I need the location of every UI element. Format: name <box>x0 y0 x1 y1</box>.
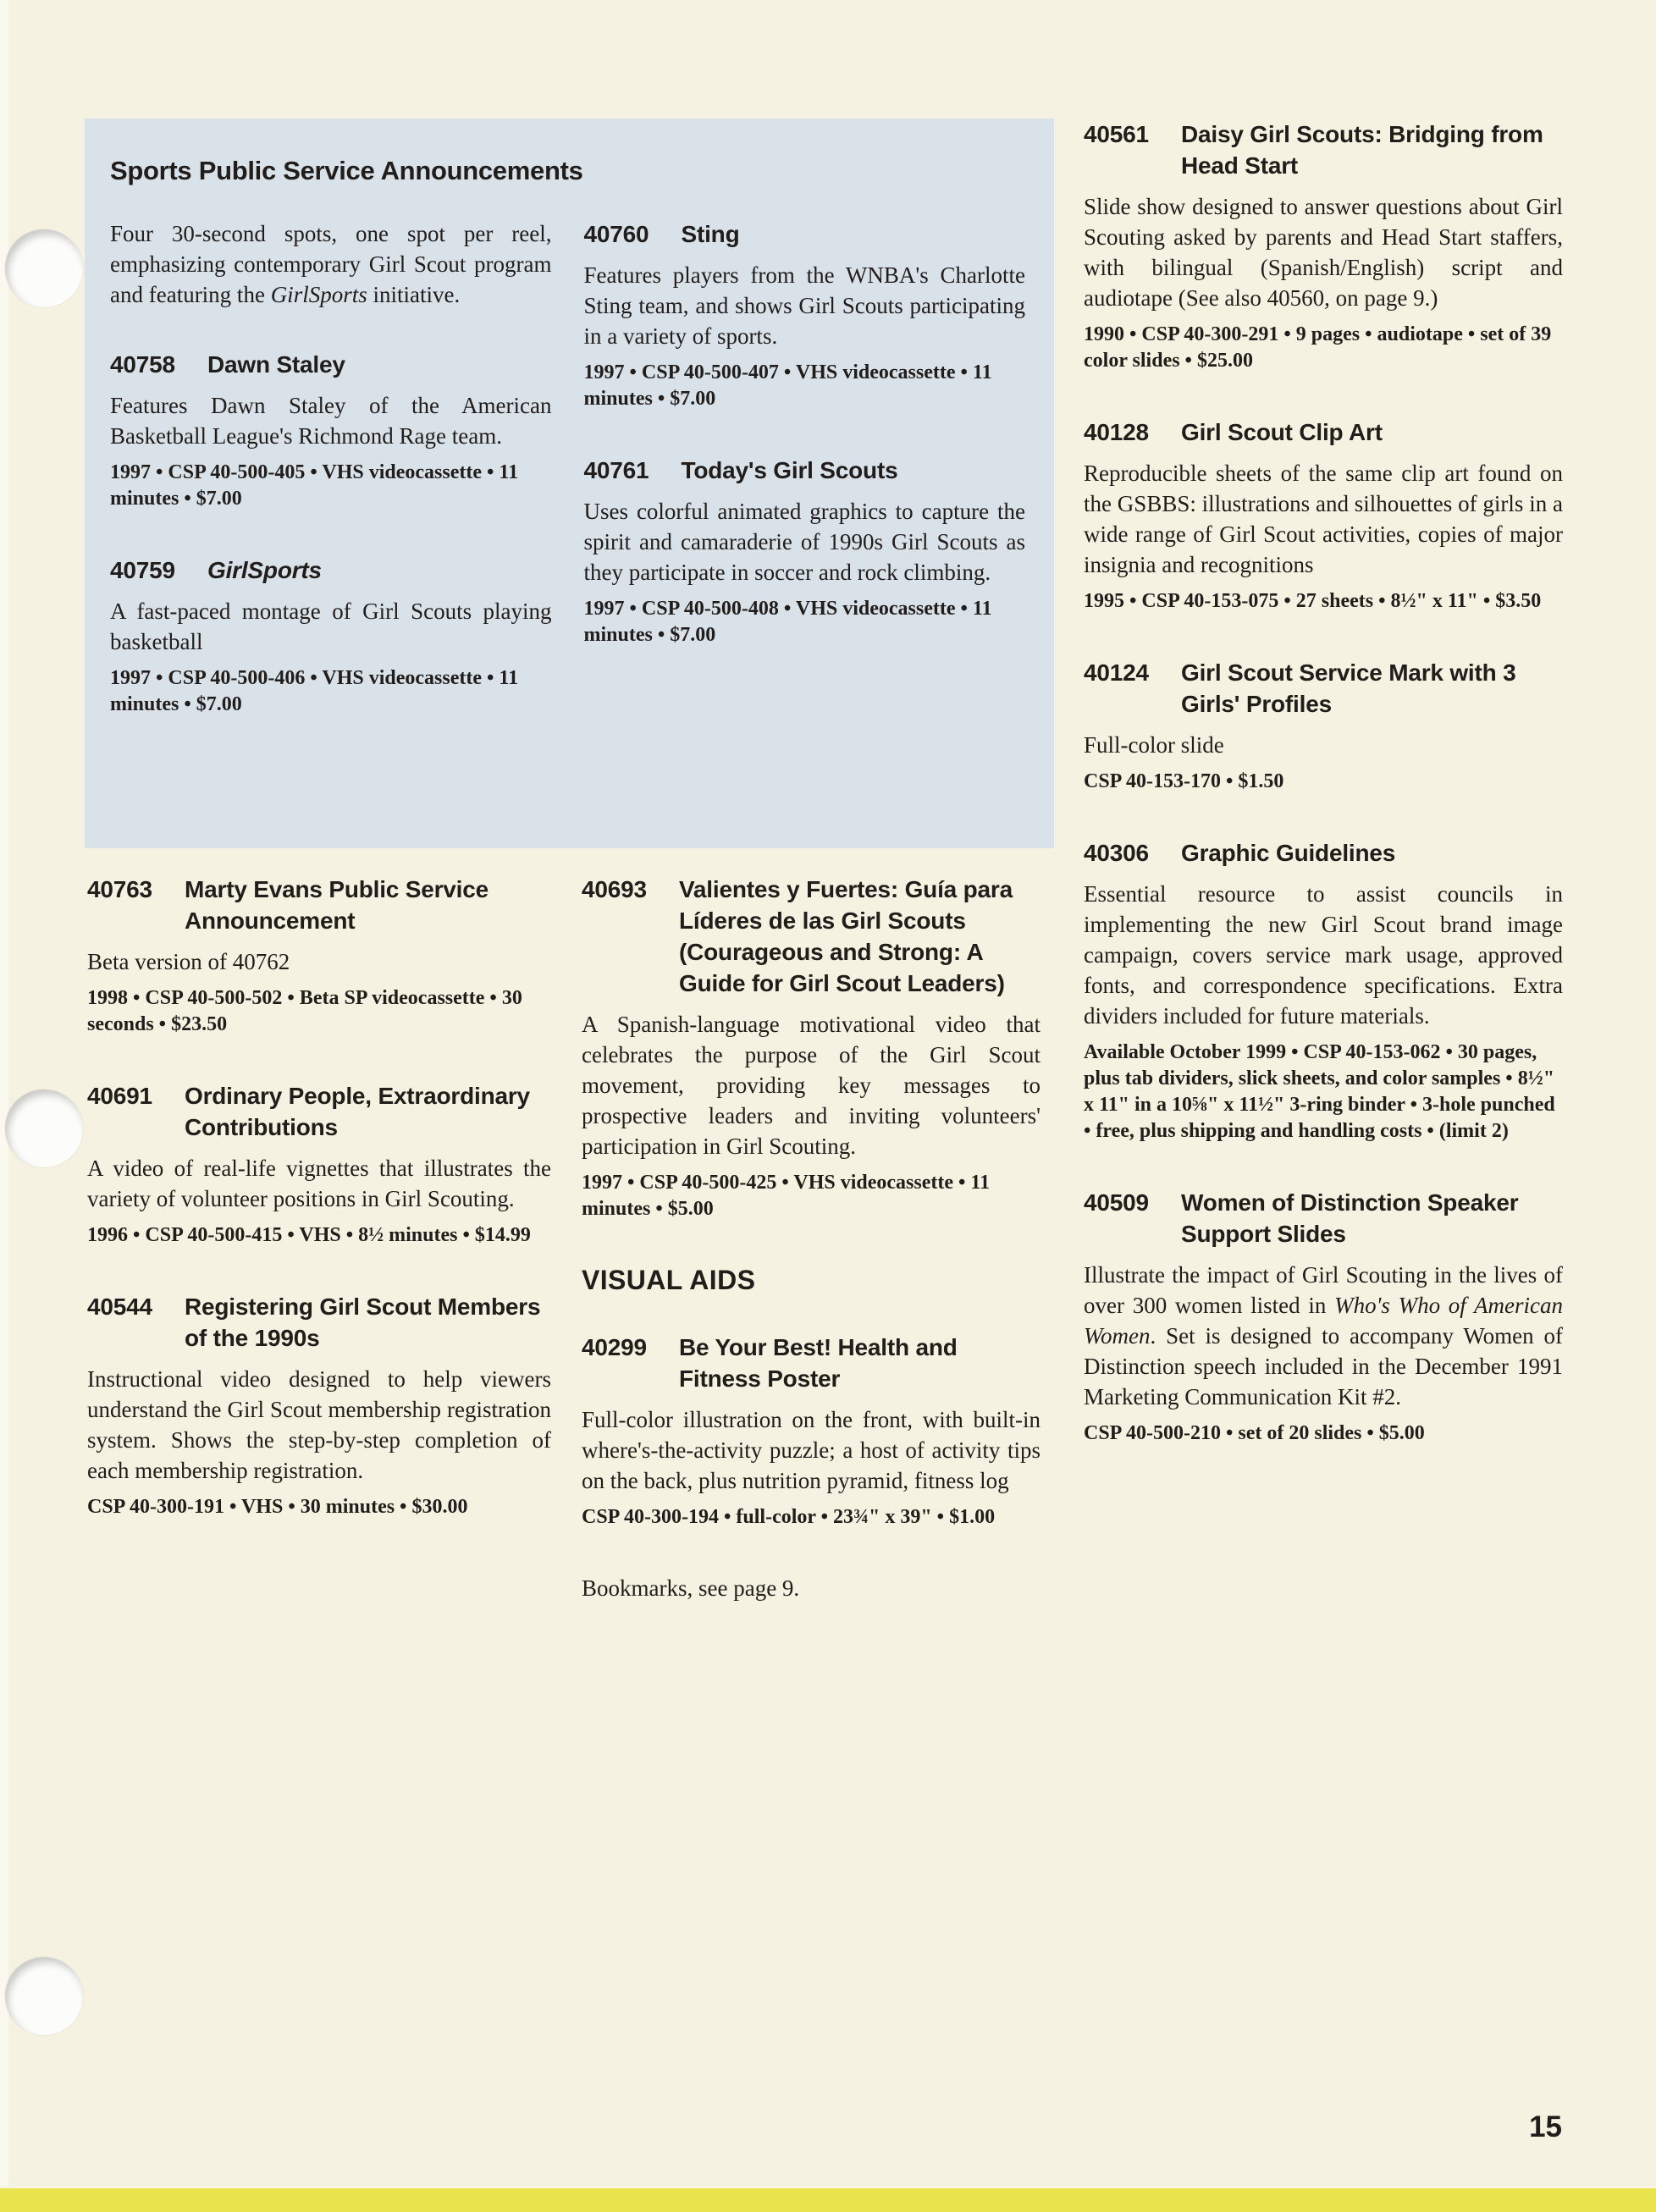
product-code: 40691 <box>87 1083 152 1109</box>
entry-40299 <box>582 1332 1041 1531</box>
product-title: Daisy Girl Scouts: Bridging from Head Start <box>1181 121 1543 179</box>
product-description <box>87 946 551 977</box>
product-code: 40760 <box>583 221 649 247</box>
product-title: Women of Distinction Speaker Support Slides <box>1181 1189 1519 1247</box>
column-middle <box>582 874 1041 1603</box>
product-description <box>584 260 1026 351</box>
entry-heading <box>582 1332 1041 1394</box>
column-left <box>87 874 551 1563</box>
text-segment: A fast-paced montage of Girl Scouts playing basketball <box>110 599 552 654</box>
text-segment: Full-color slide <box>1084 732 1224 758</box>
entry-heading <box>1084 657 1563 720</box>
text-segment: A Spanish-language motivational video that celebrates the purpose of the Girl Scout movement, providing key messages to prospective leaders and inviting volunteers' participation in Girl Scouting. <box>582 1012 1041 1159</box>
text-segment: Beta version of 40762 <box>87 949 290 974</box>
entry-heading <box>582 874 1041 999</box>
text-segment: Slide show designed to answer questions about Girl Scouting asked by parents and Head Start staffers, with bilingual (Spanish/English) script and audiotape (See also 40560, on page 9.) <box>1084 194 1563 311</box>
entry-40306 <box>1084 837 1563 1145</box>
product-code: 40124 <box>1084 659 1149 686</box>
cross-reference-note: Bookmarks, see page 9. <box>582 1575 800 1601</box>
product-description <box>110 596 552 657</box>
entry-40758 <box>110 349 552 512</box>
section-heading: VISUAL AIDS <box>582 1265 756 1295</box>
product-code: 40299 <box>582 1334 647 1360</box>
entry-40124 <box>1084 657 1563 795</box>
text-segment: Instructional video designed to help viewers understand the Girl Scout membership registration system. Shows the step-by-step completion of each membership registration. <box>87 1366 551 1483</box>
product-description <box>1084 191 1563 313</box>
product-specs: 1997 • CSP 40-500-405 • VHS videocassette • 11 minutes • $7.00 <box>110 461 519 510</box>
product-title: Dawn Staley <box>207 351 345 378</box>
product-description <box>110 390 552 451</box>
product-title: Registering Girl Scout Members of the 1990s <box>185 1294 541 1351</box>
product-description <box>582 1009 1041 1161</box>
entry-heading <box>1084 1187 1563 1249</box>
product-title: Today's Girl Scouts <box>681 457 898 483</box>
product-description <box>1084 730 1563 760</box>
entry-heading <box>110 554 552 586</box>
product-description <box>1084 1260 1563 1412</box>
product-specs: 1998 • CSP 40-500-502 • Beta SP videocassette • 30 seconds • $23.50 <box>87 987 522 1035</box>
text-segment: Features players from the WNBA's Charlotte Sting team, and shows Girl Scouts participating in a variety of sports. <box>583 262 1025 349</box>
product-description <box>1084 879 1563 1031</box>
product-specs: CSP 40-153-170 • $1.50 <box>1084 770 1284 792</box>
entry-heading <box>1084 119 1563 181</box>
text-segment: Essential resource to assist councils in implementing the new Girl Scout brand image campaign, covers service mark usage, approved fonts, and correspondence specifications. Extra dividers included for future materials. <box>1084 881 1563 1029</box>
entry-40691 <box>87 1080 551 1249</box>
product-specs: 1997 • CSP 40-500-407 • VHS videocassette • 11 minutes • $7.00 <box>583 361 992 410</box>
text-segment: A video of real-life vignettes that illustrates the variety of volunteer positions in Girl Scouting. <box>87 1156 551 1211</box>
product-code: 40759 <box>110 557 175 583</box>
entry-40759 <box>110 554 552 718</box>
text-segment: . Set is designed to accompany Women of Distinction speech included in the December 1991 Marketing Communication Kit #2. <box>1084 1323 1563 1409</box>
product-specs: 1997 • CSP 40-500-406 • VHS videocassette • 11 minutes • $7.00 <box>110 667 519 715</box>
product-title: Marty Evans Public Service Announcement <box>185 876 489 934</box>
entry-40561 <box>1084 119 1563 374</box>
product-code: 40693 <box>582 876 647 902</box>
product-code: 40561 <box>1084 121 1149 147</box>
product-title: Ordinary People, Extraordinary Contributions <box>185 1083 530 1140</box>
sports-section-columns <box>110 218 1025 760</box>
product-specs: 1996 • CSP 40-500-415 • VHS • 8½ minutes • $14.99 <box>87 1224 531 1246</box>
entry-40761 <box>584 455 1026 648</box>
product-title: Graphic Guidelines <box>1181 840 1396 866</box>
text-segment: Four 30-second spots, one spot per reel, emphasizing contemporary Girl Scout program and featuring the <box>110 221 552 307</box>
product-code: 40763 <box>87 876 152 902</box>
entry-heading <box>87 1080 551 1143</box>
product-specs: CSP 40-300-191 • VHS • 30 minutes • $30.00 <box>87 1496 468 1518</box>
scan-edge <box>0 0 8 2212</box>
entry-heading <box>1084 837 1563 869</box>
product-code: 40509 <box>1084 1189 1149 1216</box>
sports-column-right <box>584 218 1026 760</box>
entry-heading <box>87 1291 551 1354</box>
binder-hole-punch <box>5 1089 83 1167</box>
sports-column-left <box>110 218 552 760</box>
product-code: 40758 <box>110 351 175 378</box>
product-specs: CSP 40-300-194 • full-color • 23¾" x 39" • $1.00 <box>582 1506 996 1528</box>
product-specs: 1990 • CSP 40-300-291 • 9 pages • audiotape • set of 39 color slides • $25.00 <box>1084 323 1552 372</box>
entry-heading <box>110 349 552 380</box>
italic-text: Who's Who of American Women <box>1084 1293 1563 1349</box>
sports-section-intro <box>110 218 552 310</box>
product-title: Girl Scout Service Mark with 3 Girls' Profiles <box>1181 659 1516 717</box>
product-code: 40306 <box>1084 840 1149 866</box>
product-title: GirlSports <box>207 557 322 583</box>
page-number: 15 <box>1529 2110 1562 2143</box>
entry-40760 <box>584 218 1026 412</box>
entry-heading <box>1084 416 1563 448</box>
product-specs: CSP 40-500-210 • set of 20 slides • $5.00 <box>1084 1422 1425 1444</box>
entry-40128 <box>1084 416 1563 615</box>
product-description <box>1084 458 1563 580</box>
product-description <box>87 1153 551 1214</box>
product-description <box>584 496 1026 587</box>
product-specs: 1997 • CSP 40-500-408 • VHS videocassette • 11 minutes • $7.00 <box>583 598 992 646</box>
binder-hole-punch <box>5 229 83 307</box>
italic-text: GirlSports <box>270 282 367 307</box>
product-specs: 1995 • CSP 40-153-075 • 27 sheets • 8½" x 11" • $3.50 <box>1084 590 1542 612</box>
entry-40509 <box>1084 1187 1563 1447</box>
entry-heading <box>87 874 551 936</box>
product-title: Sting <box>681 221 740 247</box>
product-specs: Available October 1999 • CSP 40-153-062 • 30 pages, plus tab dividers, slick sheets, and color samples • 8½" x 11" in a 10⅝" x 11½" 3-ring binder • 3-hole punched • free, plus shipping and handling costs • (limit 2) <box>1084 1041 1555 1142</box>
next-page-edge <box>0 2188 1656 2212</box>
text-segment: Features Dawn Staley of the American Basketball League's Richmond Rage team. <box>110 393 552 449</box>
text-segment: Uses colorful animated graphics to capture the spirit and camaraderie of 1990s Girl Scouts as they participate in soccer and rock climbing. <box>583 499 1025 585</box>
product-code: 40544 <box>87 1294 152 1320</box>
product-title: Girl Scout Clip Art <box>1181 419 1383 445</box>
product-specs: 1997 • CSP 40-500-425 • VHS videocassette • 11 minutes • $5.00 <box>582 1172 991 1220</box>
entry-40693 <box>582 874 1041 1222</box>
entry-40763 <box>87 874 551 1038</box>
text-segment: initiative. <box>367 282 461 307</box>
entry-40544 <box>87 1291 551 1520</box>
entry-heading <box>584 455 1026 486</box>
product-description <box>582 1404 1041 1496</box>
sports-psa-section <box>85 119 1054 848</box>
product-description <box>87 1364 551 1486</box>
sports-section-title: Sports Public Service Announcements <box>110 156 583 185</box>
text-segment: Illustrate the impact of Girl Scouting in the lives of over 300 women listed in <box>1084 1262 1563 1318</box>
text-segment: Reproducible sheets of the same clip art found on the GSBBS: illustrations and silhouettes of girls in a wide range of Girl Scout activities, copies of major insignia and recognitions <box>1084 461 1563 577</box>
text-segment: Full-color illustration on the front, with built-in where's-the-activity puzzle; a host of activity tips on the back, plus nutrition pyramid, fitness log <box>582 1407 1041 1493</box>
product-code: 40761 <box>583 457 649 483</box>
column-right <box>1084 119 1563 1489</box>
entry-heading <box>584 218 1026 250</box>
product-code: 40128 <box>1084 419 1149 445</box>
binder-hole-punch <box>5 1957 83 2035</box>
product-title: Be Your Best! Health and Fitness Poster <box>679 1334 958 1392</box>
product-title: Valientes y Fuertes: Guía para Líderes de las Girl Scouts (Courageous and Strong: A Guide for Girl Scout Leaders) <box>679 876 1013 996</box>
